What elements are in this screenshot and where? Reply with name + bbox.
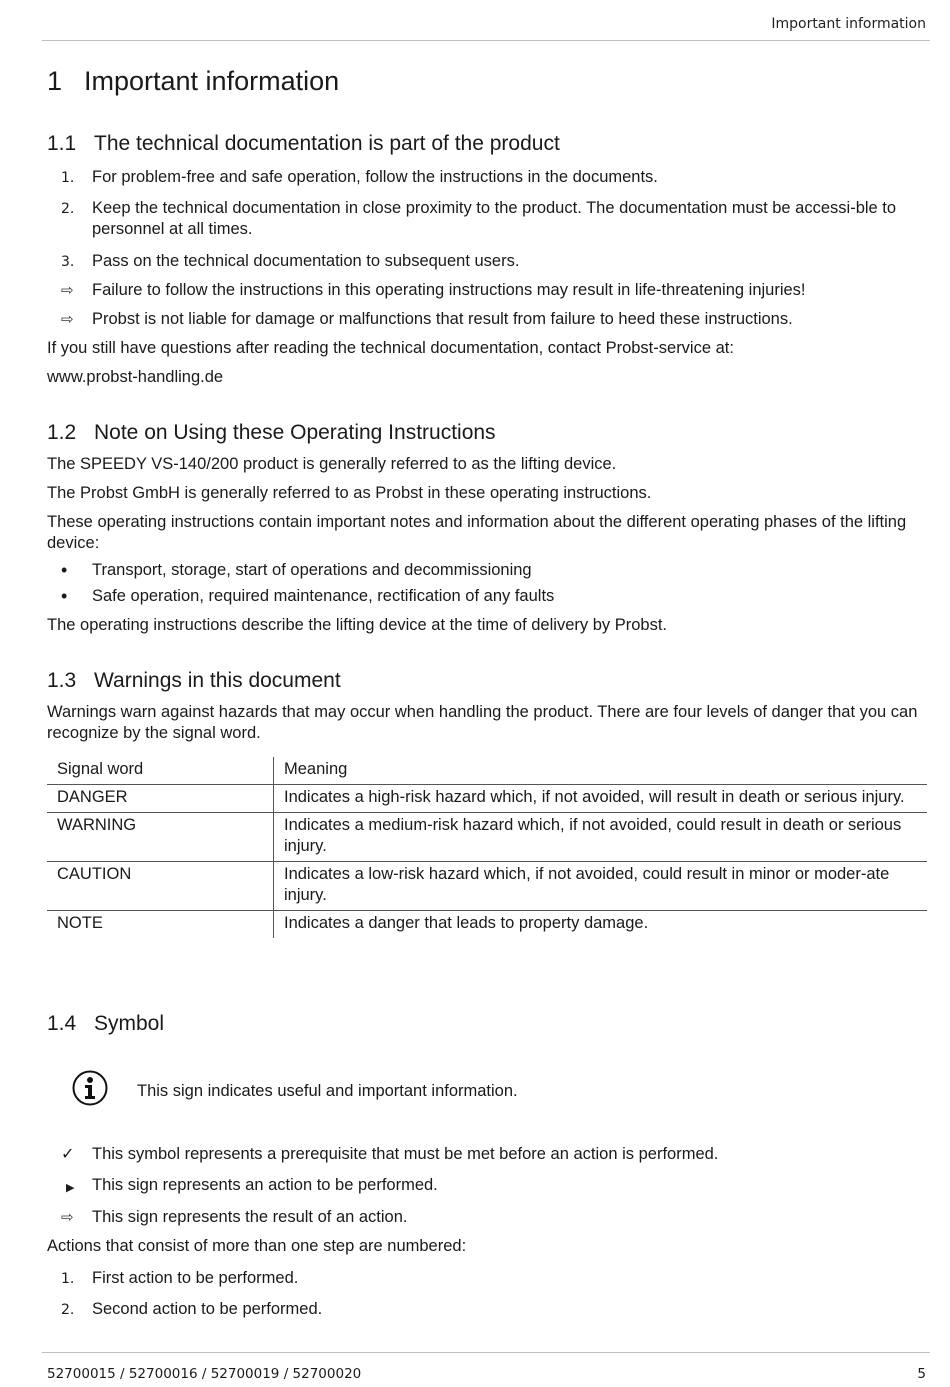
symbol-text: This symbol represents a prerequisite that must be met before an action is performed. bbox=[92, 1145, 719, 1163]
list-item bbox=[47, 198, 927, 240]
result-item bbox=[47, 280, 927, 301]
list-marker: 2. bbox=[61, 1302, 75, 1318]
list-marker: 1. bbox=[61, 1271, 75, 1287]
section-heading-1-3 bbox=[47, 669, 341, 693]
signal-word-table bbox=[47, 757, 927, 938]
section-title: Note on Using these Operating Instructions bbox=[94, 421, 496, 444]
result-text: Probst is not liable for damage or malfunctions that result from failure to heed these instructions. bbox=[92, 310, 793, 328]
bullet-text: Transport, storage, start of operations and decommissioning bbox=[92, 561, 532, 579]
list-marker: 2. bbox=[61, 201, 75, 217]
table-cell: Indicates a high-risk hazard which, if not avoided, will result in death or serious injury. bbox=[274, 785, 928, 813]
list-item bbox=[47, 251, 927, 272]
symbol-item bbox=[47, 1207, 927, 1228]
table-header-row bbox=[47, 757, 927, 785]
table-row bbox=[47, 785, 927, 813]
table-row bbox=[47, 813, 927, 862]
contact-paragraph: If you still have questions after reading the technical documentation, contact Probst-service at: bbox=[47, 339, 734, 357]
chapter-title: Important information bbox=[84, 66, 340, 96]
table-row bbox=[47, 911, 927, 939]
list-marker: 3. bbox=[61, 254, 75, 270]
triangle-right-icon: ▶ bbox=[66, 1182, 75, 1194]
section-heading-1-4 bbox=[47, 1012, 164, 1036]
result-item bbox=[47, 309, 927, 330]
table-header-cell: Signal word bbox=[47, 757, 274, 785]
footer-article-numbers: 52700015 / 52700016 / 52700019 / 52700020 bbox=[47, 1366, 362, 1382]
section-number: 1.2 bbox=[47, 421, 77, 444]
paragraph: Warnings warn against hazards that may occur when handling the product. There are four levels of danger that you can recognize by the signal word. bbox=[47, 703, 918, 742]
footer-rule bbox=[42, 1352, 930, 1353]
paragraph: The operating instructions describe the lifting device at the time of delivery by Probst. bbox=[47, 616, 667, 634]
arrow-right-icon: ⇨ bbox=[61, 1209, 74, 1226]
list-item bbox=[47, 1268, 927, 1289]
section-title: Warnings in this document bbox=[94, 669, 341, 692]
symbol-text: This sign represents an action to be performed. bbox=[92, 1176, 438, 1194]
info-circle-icon bbox=[72, 1070, 108, 1106]
arrow-right-icon: ⇨ bbox=[61, 282, 74, 299]
list-item bbox=[47, 167, 927, 188]
symbol-item bbox=[47, 1175, 927, 1196]
chapter-heading bbox=[47, 66, 339, 97]
table-row bbox=[47, 862, 927, 911]
list-text: Keep the technical documentation in close proximity to the product. The documentation must be accessi-ble to personnel at all times. bbox=[92, 199, 897, 238]
section-heading-1-2 bbox=[47, 421, 496, 445]
table-cell: WARNING bbox=[47, 813, 274, 862]
section-title: The technical documentation is part of the product bbox=[94, 132, 560, 155]
table-cell: NOTE bbox=[47, 911, 274, 939]
table-cell: Indicates a danger that leads to property damage. bbox=[284, 914, 649, 932]
section-number: 1.1 bbox=[47, 132, 77, 155]
bullet-icon: • bbox=[61, 560, 68, 580]
checkmark-icon: ✓ bbox=[61, 1146, 75, 1163]
paragraph: These operating instructions contain important notes and information about the different operating phases of the lifting device: bbox=[47, 513, 907, 552]
info-text: This sign indicates useful and important information. bbox=[137, 1082, 518, 1100]
section-number: 1.4 bbox=[47, 1012, 77, 1035]
list-text: First action to be performed. bbox=[92, 1269, 299, 1287]
section-title: Symbol bbox=[94, 1012, 165, 1035]
paragraph: Actions that consist of more than one step are numbered: bbox=[47, 1237, 467, 1255]
bullet-item bbox=[47, 586, 927, 607]
header-rule bbox=[42, 40, 930, 41]
paragraph: The Probst GmbH is generally referred to as Probst in these operating instructions. bbox=[47, 484, 652, 502]
table-cell: DANGER bbox=[47, 785, 274, 813]
table-cell: Indicates a low-risk hazard which, if not avoided, could result in minor or moder-ate injury. bbox=[274, 862, 928, 911]
result-text: Failure to follow the instructions in this operating instructions may result in life-threatening injuries! bbox=[92, 281, 806, 299]
table-cell: CAUTION bbox=[47, 862, 274, 911]
paragraph: The SPEEDY VS-140/200 product is generally referred to as the lifting device. bbox=[47, 455, 617, 473]
section-heading-1-1 bbox=[47, 132, 560, 156]
list-text: For problem-free and safe operation, follow the instructions in the documents. bbox=[92, 168, 658, 186]
website-link[interactable]: www.probst-handling.de bbox=[47, 368, 224, 386]
table-header-cell: Meaning bbox=[274, 757, 928, 785]
list-text: Pass on the technical documentation to subsequent users. bbox=[92, 252, 520, 270]
symbol-text: This sign represents the result of an action. bbox=[92, 1208, 408, 1226]
arrow-right-icon: ⇨ bbox=[61, 311, 74, 328]
chapter-number: 1 bbox=[47, 66, 63, 96]
bullet-icon: • bbox=[61, 586, 68, 606]
bullet-text: Safe operation, required maintenance, rectification of any faults bbox=[92, 587, 555, 605]
running-header: Important information bbox=[771, 16, 926, 32]
page-number: 5 bbox=[917, 1366, 926, 1382]
bullet-item bbox=[47, 560, 927, 581]
symbol-item bbox=[47, 1144, 927, 1165]
table-cell: Indicates a medium-risk hazard which, if not avoided, could result in death or serious injury. bbox=[274, 813, 928, 862]
list-marker: 1. bbox=[61, 170, 75, 186]
section-number: 1.3 bbox=[47, 669, 77, 692]
list-text: Second action to be performed. bbox=[92, 1300, 323, 1318]
list-item bbox=[47, 1299, 927, 1320]
